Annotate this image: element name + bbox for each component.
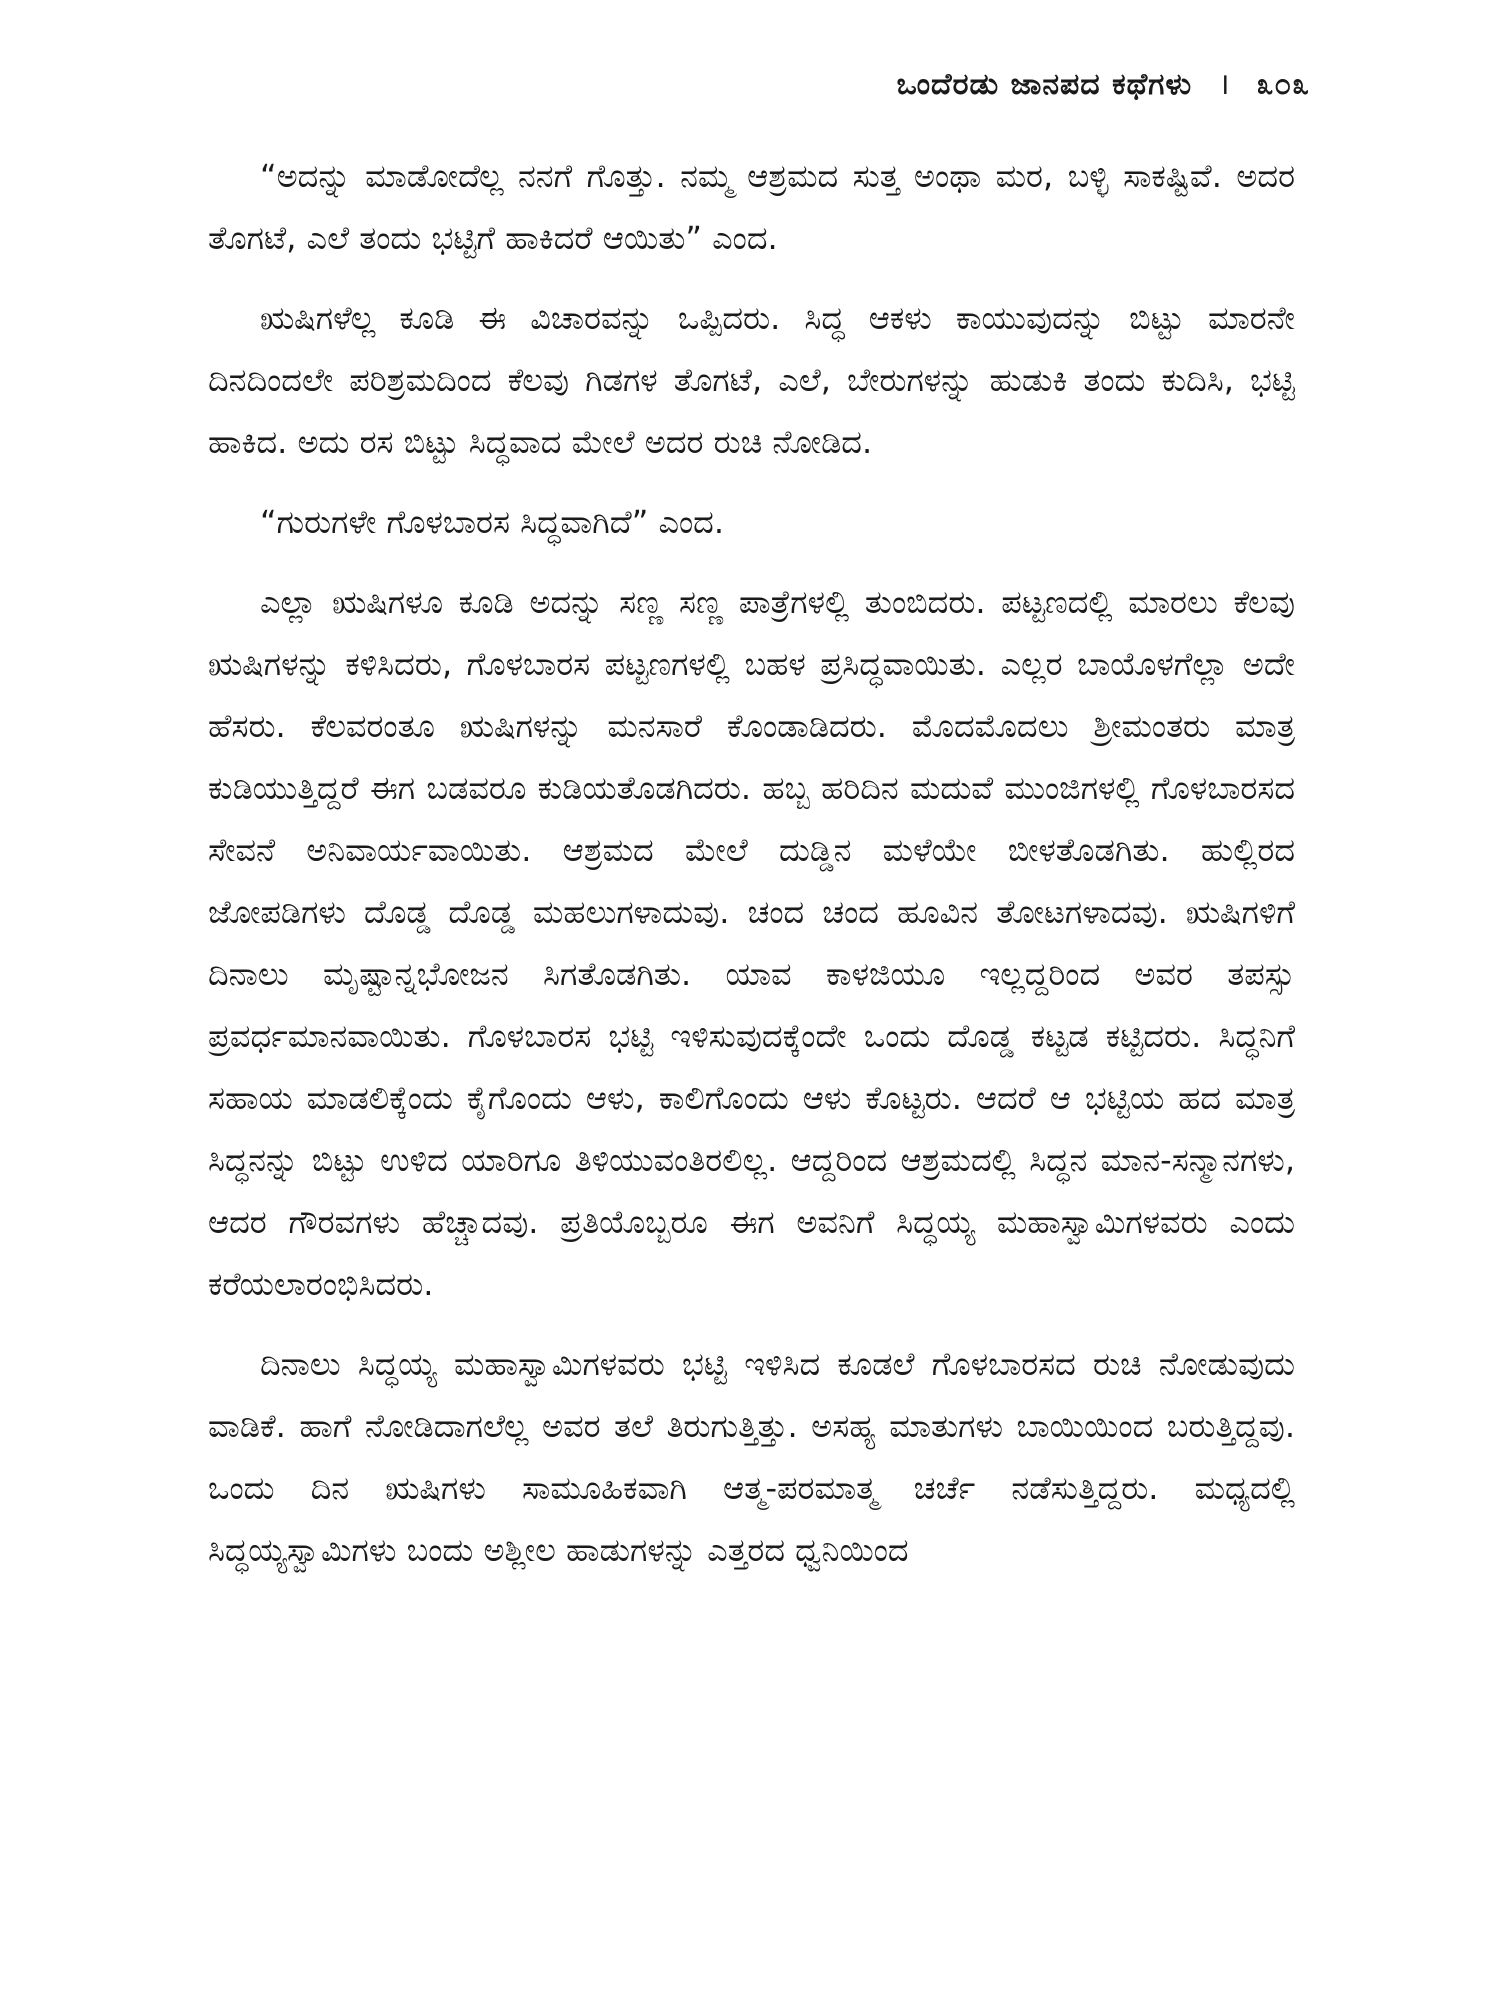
- chapter-title: ಒಂದೆರಡು ಜಾನಪದ ಕಥೆಗಳು: [896, 67, 1193, 102]
- paragraph-2: ಋಷಿಗಳೆಲ್ಲ ಕೂಡಿ ಈ ವಿಚಾರವನ್ನು ಒಪ್ಪಿದರು. ಸಿದ್ಧ ಆಕಳು ಕಾಯುವುದನ್ನು ಬಿಟ್ಟು ಮಾರನೇ ದಿನದಿಂದಲೇ ಪರಿಶ್ರಮದಿಂದ ಕೆಲವು ಗಿಡಗಳ ತೊಗಟೆ, ಎಲೆ, ಬೇರುಗಳನ್ನು ಹುಡುಕಿ ತಂದು ಕುದಿಸಿ, ಭಟ್ಟಿ ಹಾಕಿದ. ಅದು ರಸ ಬಿಟ್ಟು ಸಿದ್ಧವಾದ ಮೇಲೆ ಅದರ ರುಚಿ ನೋಡಿದ.: [208, 299, 1295, 461]
- paragraph-1: “ಅದನ್ನು ಮಾಡೋದೆಲ್ಲ ನನಗೆ ಗೊತ್ತು. ನಮ್ಮ ಆಶ್ರಮದ ಸುತ್ತ ಅಂಥಾ ಮರ, ಬಳ್ಳಿ ಸಾಕಷ್ಟಿವೆ. ಅದರ ತೊಗಟೆ, ಎಲೆ ತಂದು ಭಟ್ಟಿಗೆ ಹಾಕಿದರೆ ಆಯಿತು” ಎಂದ.: [208, 157, 1295, 257]
- paragraph-4: ಎಲ್ಲಾ ಋಷಿಗಳೂ ಕೂಡಿ ಅದನ್ನು ಸಣ್ಣ ಸಣ್ಣ ಪಾತ್ರೆಗಳಲ್ಲಿ ತುಂಬಿದರು. ಪಟ್ಟಣದಲ್ಲಿ ಮಾರಲು ಕೆಲವು ಋಷಿಗಳನ್ನು ಕಳಿಸಿದರು, ಗೊಳಬಾರಸ ಪಟ್ಟಣಗಳಲ್ಲಿ ಬಹಳ ಪ್ರಸಿದ್ಧವಾಯಿತು. ಎಲ್ಲರ ಬಾಯೊಳಗೆಲ್ಲಾ ಅದೇ ಹೆಸರು. ಕೆಲವರಂತೂ ಋಷಿಗಳನ್ನು ಮನಸಾರೆ ಕೊಂಡಾಡಿದರು. ಮೊದಮೊದಲು ಶ್ರೀಮಂತರು ಮಾತ್ರ ಕುಡಿಯುತ್ತಿದ್ದರೆ ಈಗ ಬಡವರೂ ಕುಡಿಯತೊಡಗಿದರು. ಹಬ್ಬ ಹರಿದಿನ ಮದುವೆ ಮುಂಜಿಗಳಲ್ಲಿ ಗೊಳಬಾರಸದ ಸೇವನೆ ಅನಿವಾರ್ಯವಾಯಿತು. ಆಶ್ರಮದ ಮೇಲೆ ದುಡ್ಡಿನ ಮಳೆಯೇ ಬೀಳತೊಡಗಿತು. ಹುಲ್ಲಿರದ ಜೋಪಡಿಗಳು ದೊಡ್ಡ ದೊಡ್ಡ ಮಹಲುಗಳಾದುವು. ಚಂದ ಚಂದ ಹೂವಿನ ತೋಟಗಳಾದವು. ಋಷಿಗಳಿಗೆ ದಿನಾಲು ಮೃಷ್ಟಾನ್ನಭೋಜನ ಸಿಗತೊಡಗಿತು. ಯಾವ ಕಾಳಜಿಯೂ ಇಲ್ಲದ್ದರಿಂದ ಅವರ ತಪಸ್ಸು ಪ್ರವರ್ಧಮಾನವಾಯಿತು. ಗೊಳಬಾರಸ ಭಟ್ಟಿ ಇಳಿಸುವುದಕ್ಕೆಂದೇ ಒಂದು ದೊಡ್ಡ ಕಟ್ಟಡ ಕಟ್ಟಿದರು. ಸಿದ್ಧನಿಗೆ ಸಹಾಯ ಮಾಡಲಿಕ್ಕೆಂದು ಕೈಗೊಂದು ಆಳು, ಕಾಲಿಗೊಂದು ಆಳು ಕೊಟ್ಟರು. ಆದರೆ ಆ ಭಟ್ಟಿಯ ಹದ ಮಾತ್ರ ಸಿದ್ಧನನ್ನು ಬಿಟ್ಟು ಉಳಿದ ಯಾರಿಗೂ ತಿಳಿಯುವಂತಿರಲಿಲ್ಲ. ಆದ್ದರಿಂದ ಆಶ್ರಮದಲ್ಲಿ ಸಿದ್ಧನ ಮಾನ-ಸನ್ಮಾನಗಳು, ಆದರ ಗೌರವಗಳು ಹೆಚ್ಚಾದವು. ಪ್ರತಿಯೊಬ್ಬರೂ ಈಗ ಅವನಿಗೆ ಸಿದ್ಧಯ್ಯ ಮಹಾಸ್ವಾಮಿಗಳವರು ಎಂದು ಕರೆಯಲಾರಂಭಿಸಿದರು.: [208, 583, 1295, 1303]
- page-number: ೩೦೩: [1256, 67, 1310, 102]
- body-text: [208, 145, 1295, 1599]
- paragraph-3: “ಗುರುಗಳೇ ಗೊಳಬಾರಸ ಸಿದ್ಧವಾಗಿದೆ” ಎಂದ.: [260, 503, 725, 541]
- running-header: [897, 62, 1310, 103]
- paragraph-5: ದಿನಾಲು ಸಿದ್ಧಯ್ಯ ಮಹಾಸ್ವಾಮಿಗಳವರು ಭಟ್ಟಿ ಇಳಿಸಿದ ಕೂಡಲೆ ಗೊಳಬಾರಸದ ರುಚಿ ನೋಡುವುದು ವಾಡಿಕೆ. ಹಾಗೆ ನೋಡಿದಾಗಲೆಲ್ಲ ಅವರ ತಲೆ ತಿರುಗುತ್ತಿತ್ತು. ಅಸಹ್ಯ ಮಾತುಗಳು ಬಾಯಿಯಿಂದ ಬರುತ್ತಿದ್ದವು. ಒಂದು ದಿನ ಋಷಿಗಳು ಸಾಮೂಹಿಕವಾಗಿ ಆತ್ಮ-ಪರಮಾತ್ಮ ಚರ್ಚೆ ನಡೆಸುತ್ತಿದ್ದರು. ಮಧ್ಯದಲ್ಲಿ ಸಿದ್ಧಯ್ಯಸ್ವಾಮಿಗಳು ಬಂದು ಅಶ್ಲೀಲ ಹಾಡುಗಳನ್ನು ಎತ್ತರದ ಧ್ವನಿಯಿಂದ: [208, 1345, 1295, 1569]
- header-separator: ।: [1218, 67, 1231, 102]
